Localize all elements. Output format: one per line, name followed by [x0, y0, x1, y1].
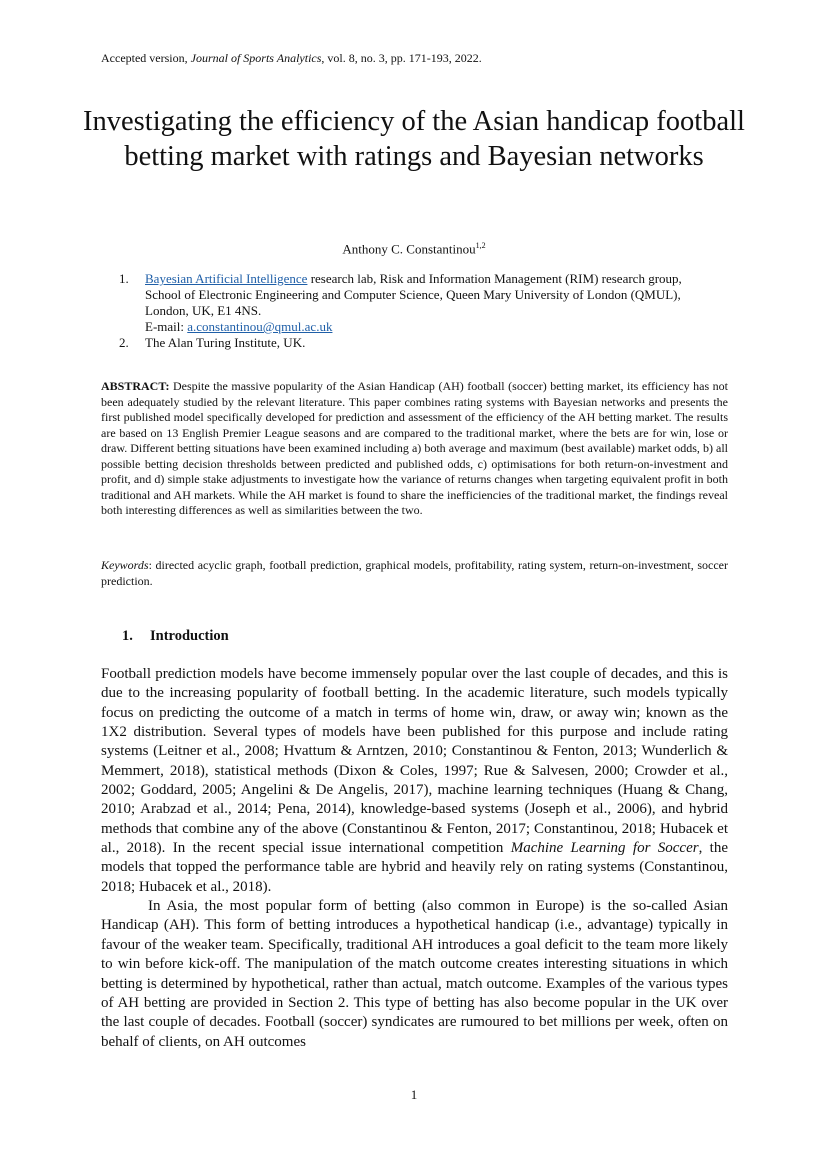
publication-note-suffix: , vol. 8, no. 3, pp. 171-193, 2022. [321, 51, 482, 65]
author-line [0, 238, 828, 257]
paragraph: In Asia, the most popular form of betting (also common in Europe) is the so-called Asian Handicap (AH). This form of betting introduces a hypothetical handicap (i.e., advantage) typically in favour of the weaker team. Specifically, traditional AH introduces a goal deficit to the team more likely to win before kick-off. The manipulation of the match outcome creates interesting situations in which betting is determined by hypothetical, rather than actual, match outcome. Examples of the various types of AH betting are provided in Section 2. This type of betting has also become popular in the UK over the last couple of decades. Football (soccer) syndicates are rumoured to bet millions per week, often on behalf of clients, on AH outcomes [101, 898, 728, 1050]
paragraph-text: , the models that topped the performance table are hybrid and heavily rely on rating systems (Constantinou, 2018; Hubacek et al., 2018). [101, 840, 728, 895]
page-number: 1 [410, 1087, 418, 1102]
affiliation-line: School of Electronic Engineering and Computer Science, Queen Mary University of London (QMUL), [145, 287, 681, 302]
email-label: E-mail: [145, 319, 188, 334]
paragraph-text: Football prediction models have become immensely popular over the last couple of decades, and this is due to the increasing popularity of football betting. In the academic literature, such models typically focus on predicting the outcome of a match in terms of home win, draw, or away win; known as the 1X2 distribution. Several types of models have been published for this purpose and include rating systems (Leitner et al., 2008; Hvattum & Arntzen, 2010; Constantinou & Fenton, 2013; Wunderlich & Memmert, 2018), statistical methods (Dixon & Coles, 1997; Rue & Salvesen, 2000; Crowder et al., 2002; Goddard, 2005; Angelini & De Angelis, 2017), machine learning techniques (Huang & Chang, 2010; Arabzad et al., 2014; Pena, 2014), knowledge-based systems (Joseph et al., 2006), and hybrid methods that combine any of the above (Constantinou & Fenton, 2017; Constantinou, 2018; Hubacek et al., 2018). In the recent special issue international competition [101, 666, 728, 857]
paper-title: Investigating the efficiency of the Asian handicap football betting market with ratings and Bayesian networks [83, 106, 745, 172]
section-heading [122, 627, 229, 645]
competition-name: Machine Learning for Soccer [510, 840, 699, 857]
affiliation-line: London, UK, E1 4NS. [145, 303, 262, 318]
publication-note [101, 50, 482, 66]
abstract-text: Despite the massive popularity of the Asian Handicap (AH) football (soccer) betting market, its efficiency has not been adequately studied by the relevant literature. This paper combines rating systems with Bayesian networks and presents the first published model specifically developed for prediction and assessment of the efficiency of the AH betting market. The results are based on 13 English Premier League seasons and are compared to the traditional market, where the bets are for win, lose or draw. Different betting situations have been examined including a) both average and maximum (best available) market odds, b) all possible betting decision thresholds between predicted and published odds, c) optimisations for both return-on-investment and profit, and d) simple stake adjustments to investigate how the variance of returns changes when targeting equivalent profit in both traditional and AH markets. While the AH market is found to share the inefficiencies of the traditional market, the findings reveal both interesting differences as well as similarities between the two. [101, 379, 728, 517]
affiliation-item [101, 335, 731, 351]
affiliation-line [145, 271, 731, 287]
abstract-label: ABSTRACT: [101, 379, 170, 393]
introduction-body [101, 665, 728, 1052]
publication-note-prefix: Accepted version, [101, 51, 191, 65]
keywords-label: Keywords [101, 558, 149, 572]
affiliation-item [101, 271, 731, 335]
affiliation-list [101, 271, 731, 351]
affiliation-text: research lab, Risk and Information Management (RIM) research group, [307, 271, 682, 286]
email-link[interactable]: a.constantinou@qmul.ac.uk [187, 319, 333, 334]
section-number: 1. [122, 628, 133, 644]
bayesian-ai-lab-link[interactable]: Bayesian Artificial Intelligence [145, 271, 308, 286]
journal-name: Journal of Sports Analytics [190, 51, 322, 65]
keywords-text: : directed acyclic graph, football prediction, graphical models, profitability, rating system, return-on-investment, soccer prediction. [101, 558, 728, 588]
affiliation-line: The Alan Turing Institute, UK. [145, 335, 306, 350]
author-name: Anthony C. Constantinou [342, 241, 476, 257]
email-line [145, 319, 731, 335]
abstract [101, 379, 728, 519]
author-affiliation-marks: 1,2 [475, 241, 486, 250]
keywords [101, 558, 728, 589]
paragraph [101, 665, 728, 897]
section-title: Introduction [150, 628, 229, 644]
affiliation-number: 2. [119, 335, 129, 350]
affiliation-number: 1. [119, 271, 129, 286]
